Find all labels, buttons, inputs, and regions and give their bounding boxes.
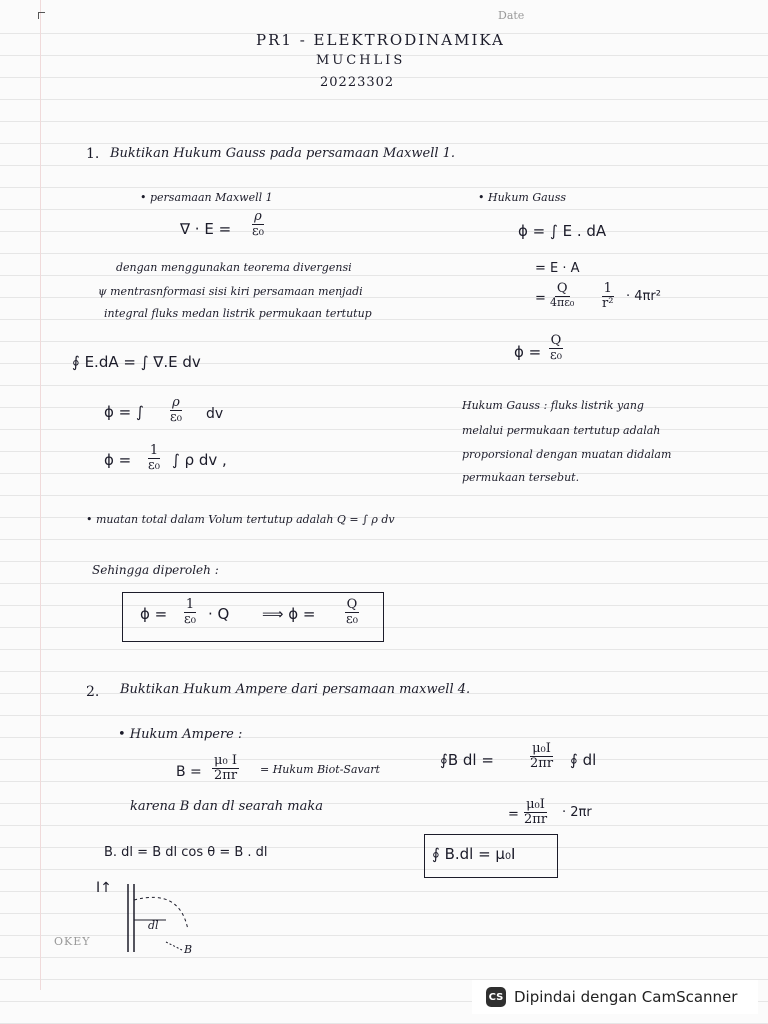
gauss-desc-line3: proporsional dengan muatan didalam (462, 448, 672, 461)
mu0i-over-2pir-c (522, 798, 549, 828)
q1-text-line2: ψ mentrasnformasi sisi kiri persamaan menjadi (98, 285, 363, 298)
oint-dl: ∮ dl (570, 751, 597, 769)
oint-b-dl: ∮B dl = (440, 751, 494, 769)
eps0-denominator-3: ε₀ (170, 410, 182, 426)
fourpieps-denominator: 4πε₀ (550, 296, 575, 310)
flux-ea: = E · A (535, 261, 580, 276)
gauss-desc-line1: Hukum Gauss : fluks listrik yang (462, 399, 644, 412)
rho-over-eps0-2 (168, 396, 184, 426)
q2-prompt: Buktikan Hukum Ampere dari persamaan maxwell 4. (120, 682, 471, 697)
box-one: 1 (185, 597, 195, 612)
rho-over-eps0 (250, 210, 266, 240)
current-label: I↑ (96, 880, 112, 896)
one-numerator: 1 (603, 281, 612, 296)
total-charge-text: • muatan total dalam Volum tertutup adalah Q = ∫ ρ dv (86, 513, 395, 526)
equals-c: = (508, 807, 519, 822)
q1-text-line3: integral fluks medan listrik permukaan tertutup (104, 307, 372, 320)
one-numerator-2: 1 (149, 443, 159, 458)
twopir-denominator: 2πr (214, 768, 238, 784)
box-eps0-2: ε₀ (346, 612, 358, 628)
mu0i-numerator-b: μ₀I (532, 741, 551, 756)
eps0-denominator-4: ε₀ (148, 458, 160, 474)
box-q-over-eps0 (344, 598, 360, 628)
q2-number: 2. (86, 684, 100, 700)
eps0-denominator-2: ε₀ (550, 348, 562, 364)
biot-savart-label: = Hukum Biot-Savart (260, 763, 380, 776)
gauss-desc-line2: melalui permukaan tertutup adalah (462, 424, 661, 437)
hence-text: Sehingga diperoleh : (92, 563, 219, 577)
phi-integral: ϕ = ∫ (104, 403, 144, 421)
q1-number: 1. (86, 146, 100, 162)
box-implies: ⟹ ϕ = (262, 605, 316, 623)
q-numerator: Q (556, 281, 568, 296)
mu0i-over-2pir (212, 754, 239, 784)
camscanner-footer (472, 980, 758, 1014)
maxwell-label: • persamaan Maxwell 1 (140, 191, 273, 204)
gauss-equation: ϕ = ∫ E . dA (518, 222, 607, 240)
rho-numerator-2: ρ (172, 395, 180, 410)
karena-text: karena B dan dl searah maka (130, 799, 323, 814)
q2-result: ∮ B.dl = μ₀I (432, 845, 516, 863)
box-dot-q: · Q (208, 605, 230, 623)
rho-numerator: ρ (254, 209, 262, 224)
flux-equals: = (535, 291, 546, 306)
camscanner-text: Dipindai dengan CamScanner (514, 988, 738, 1006)
author-name: MUCHLIS (316, 53, 406, 68)
gauss-label: • Hukum Gauss (478, 191, 567, 204)
mu0i-over-2pir-b (528, 742, 555, 772)
r2-denominator: r² (602, 296, 614, 312)
box-q: Q (346, 597, 358, 612)
page-margin-line (40, 0, 41, 990)
date-label: Date (498, 9, 525, 22)
divergence-theorem: ∮ E.dA = ∫ ∇.E dv (72, 353, 201, 371)
mu0i-numerator: μ₀ I (214, 753, 237, 768)
eps0-denominator: ε₀ (252, 224, 264, 240)
times-2pir: · 2πr (562, 805, 592, 820)
twopir-denominator-c: 2πr (524, 812, 548, 828)
q1-text-line1: dengan menggunakan teorema divergensi (116, 261, 352, 274)
b-equals: B = (176, 764, 202, 780)
corner-mark (38, 12, 45, 19)
q-over-eps0 (548, 334, 564, 364)
okey-stamp: OKEY (54, 935, 91, 948)
q-numerator-2: Q (550, 333, 562, 348)
sketch-b-label: B (184, 943, 193, 956)
dot-product-equation: B. dl = B dl cos θ = B . dl (104, 845, 268, 860)
q-over-4pieps (548, 282, 576, 309)
gauss-desc-line4: permukaan tersebut. (462, 471, 580, 484)
dv-label: dv (206, 406, 224, 422)
times-4pir2: · 4πr² (626, 289, 661, 304)
ampere-label: • Hukum Ampere : (118, 727, 243, 742)
one-over-eps0 (146, 444, 162, 474)
page-title: PR1 - ELEKTRODINAMIKA (256, 31, 505, 49)
camscanner-logo-icon: CS (486, 987, 506, 1007)
phi-equals: ϕ = (514, 343, 542, 361)
ampere-sketch (110, 880, 220, 960)
student-id: 20223302 (320, 75, 395, 90)
one-over-r2 (600, 282, 615, 312)
q1-prompt: Buktikan Hukum Gauss pada persamaan Maxwell 1. (110, 146, 456, 161)
mu0i-numerator-c: μ₀I (526, 797, 545, 812)
box-one-over-eps0 (182, 598, 198, 628)
sketch-dl-label: dl (148, 919, 159, 932)
integral-rho-dv: ∫ ρ dv , (172, 451, 227, 469)
twopir-denominator-b: 2πr (530, 756, 554, 772)
box-eps0: ε₀ (184, 612, 196, 628)
box-phi: ϕ = (140, 605, 168, 623)
phi-equals-2: ϕ = (104, 451, 132, 469)
maxwell-lhs: ∇ · E = (180, 220, 232, 238)
